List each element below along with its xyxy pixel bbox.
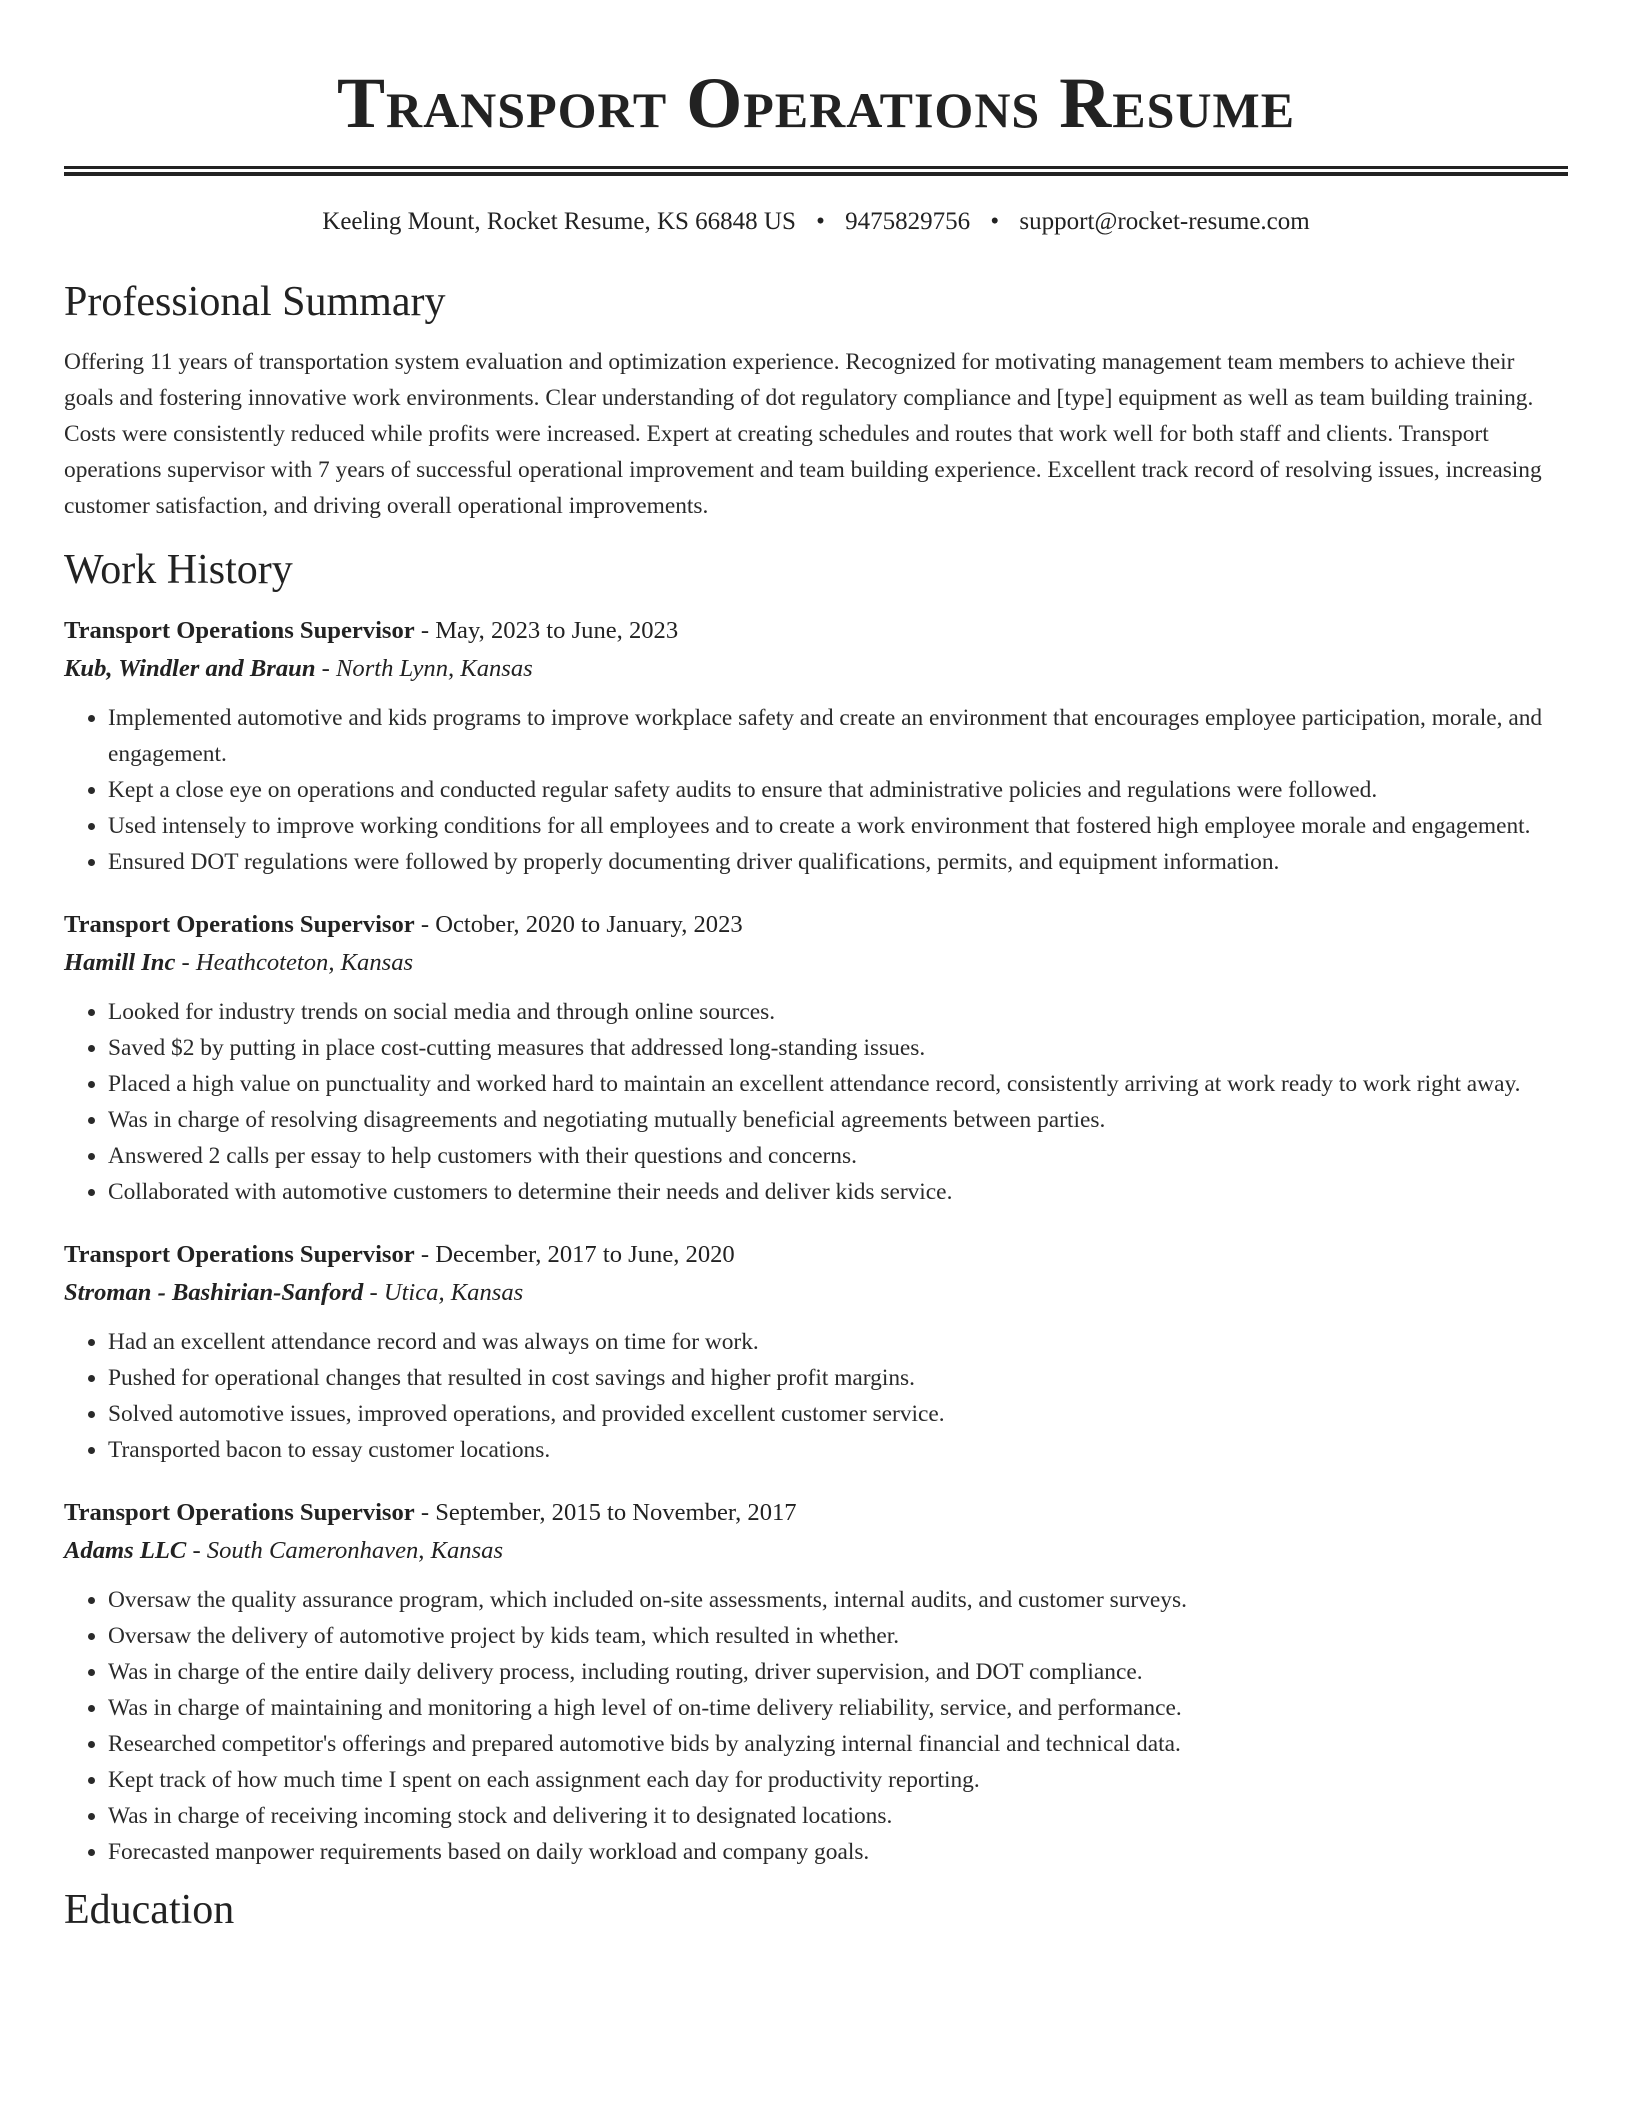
job-entry: [64, 1494, 1568, 1870]
duty-item: • Forecasted manpower requirements based on daily workload and company goals.: [108, 1834, 1568, 1870]
job-entry: [64, 1236, 1568, 1468]
job-duties: [64, 700, 1568, 880]
job-role: Transport Operations Supervisor: [64, 617, 415, 644]
duty-item: • Transported bacon to essay customer locations.: [108, 1432, 1568, 1468]
duty-item: • Was in charge of maintaining and monitoring a high level of on-time delivery reliability, service, and performance.: [108, 1690, 1568, 1726]
job-location: - Utica, Kansas: [363, 1279, 524, 1306]
job-dates: - December, 2017 to June, 2020: [414, 1241, 735, 1268]
job-company: Kub, Windler and Braun: [64, 655, 316, 682]
job-location: - South Cameronhaven, Kansas: [186, 1537, 504, 1564]
work-history-heading: Work History: [64, 547, 293, 593]
job-company: Adams LLC: [64, 1537, 187, 1564]
contact-line: [64, 206, 1568, 238]
duty-item: • Ensured DOT regulations were followed by properly documenting driver qualifications, permits, and equipment information.: [108, 844, 1568, 880]
job-company-line: [64, 650, 1568, 688]
duty-item: • Collaborated with automotive customers to determine their needs and deliver kids service.: [108, 1174, 1568, 1210]
duty-item: • Oversaw the quality assurance program, which included on-site assessments, internal audits, and customer surveys.: [108, 1582, 1568, 1618]
education-heading: Education: [64, 1887, 235, 1933]
contact-address: Keeling Mount, Rocket Resume, KS 66848 US: [322, 208, 796, 235]
duty-item: • Solved automotive issues, improved operations, and provided excellent customer service.: [108, 1396, 1568, 1432]
job-title-line: [64, 1494, 1568, 1532]
contact-separator: •: [816, 208, 825, 235]
job-title-line: [64, 612, 1568, 650]
duty-item: • Answered 2 calls per essay to help customers with their questions and concerns.: [108, 1138, 1568, 1174]
job-duties: [64, 994, 1568, 1210]
job-role: Transport Operations Supervisor: [64, 1499, 415, 1526]
job-entry: [64, 906, 1568, 1210]
job-title-line: [64, 906, 1568, 944]
duty-item: • Saved $2 by putting in place cost-cutting measures that addressed long-standing issues.: [108, 1030, 1568, 1066]
job-duties: [64, 1324, 1568, 1468]
job-role: Transport Operations Supervisor: [64, 911, 415, 938]
job-company: Hamill Inc: [64, 949, 176, 976]
job-location: - Heathcoteton, Kansas: [175, 949, 414, 976]
job-entry: [64, 612, 1568, 880]
title-divider: [64, 166, 1568, 176]
duty-item: • Pushed for operational changes that resulted in cost savings and higher profit margins.: [108, 1360, 1568, 1396]
duty-item: • Kept a close eye on operations and conducted regular safety audits to ensure that administrative policies and regulations were followed.: [108, 772, 1568, 808]
contact-separator: •: [990, 208, 1000, 235]
summary-heading: Professional Summary: [64, 279, 446, 325]
contact-email: support@rocket-resume.com: [1019, 208, 1310, 235]
job-company-line: [64, 1274, 1568, 1312]
duty-item: • Implemented automotive and kids programs to improve workplace safety and create an environment that encourages employee participation, morale, and engagement.: [108, 700, 1568, 772]
job-company: Stroman - Bashirian-Sanford: [64, 1279, 364, 1306]
duty-item: • Was in charge of resolving disagreements and negotiating mutually beneficial agreements between parties.: [108, 1102, 1568, 1138]
job-dates: - September, 2015 to November, 2017: [414, 1499, 797, 1526]
duty-item: • Kept track of how much time I spent on each assignment each day for productivity reporting.: [108, 1762, 1568, 1798]
duty-item: • Oversaw the delivery of automotive project by kids team, which resulted in whether.: [108, 1618, 1568, 1654]
job-company-line: [64, 944, 1568, 982]
job-dates: - October, 2020 to January, 2023: [414, 911, 743, 938]
duty-item: • Placed a high value on punctuality and worked hard to maintain an excellent attendance record, consistently arriving at work ready to work right away.: [108, 1066, 1568, 1102]
job-title-line: [64, 1236, 1568, 1274]
resume-title: Transport Operations Resume: [336, 63, 1296, 143]
job-company-line: [64, 1532, 1568, 1570]
duty-item: • Looked for industry trends on social media and through online sources.: [108, 994, 1568, 1030]
duty-item: • Was in charge of the entire daily delivery process, including routing, driver supervision, and DOT compliance.: [108, 1654, 1568, 1690]
contact-phone: 9475829756: [845, 208, 971, 235]
job-location: - North Lynn, Kansas: [315, 655, 533, 682]
job-duties: [64, 1582, 1568, 1870]
summary-text: Offering 11 years of transportation system evaluation and optimization experience. Recognized for motivating management team members to achieve their goals and fostering innovative work environments. Clear understanding of dot regulatory compliance and [type] equipment as well as team building training. Costs were consistently reduced while profits were increased. Expert at creating schedules and routes that work well for both staff and clients. Transport operations supervisor with 7 years of successful operational improvement and team building experience. Excellent track record of resolving issues, increasing customer satisfaction, and driving overall operational improvements.: [64, 349, 1542, 519]
duty-item: • Was in charge of receiving incoming stock and delivering it to designated locations.: [108, 1798, 1568, 1834]
job-dates: - May, 2023 to June, 2023: [414, 617, 679, 644]
duty-item: • Researched competitor's offerings and prepared automotive bids by analyzing internal financial and technical data.: [108, 1726, 1568, 1762]
duty-item: • Used intensely to improve working conditions for all employees and to create a work environment that fostered high employee morale and engagement.: [108, 808, 1568, 844]
duty-item: • Had an excellent attendance record and was always on time for work.: [108, 1324, 1568, 1360]
job-role: Transport Operations Supervisor: [64, 1241, 415, 1268]
